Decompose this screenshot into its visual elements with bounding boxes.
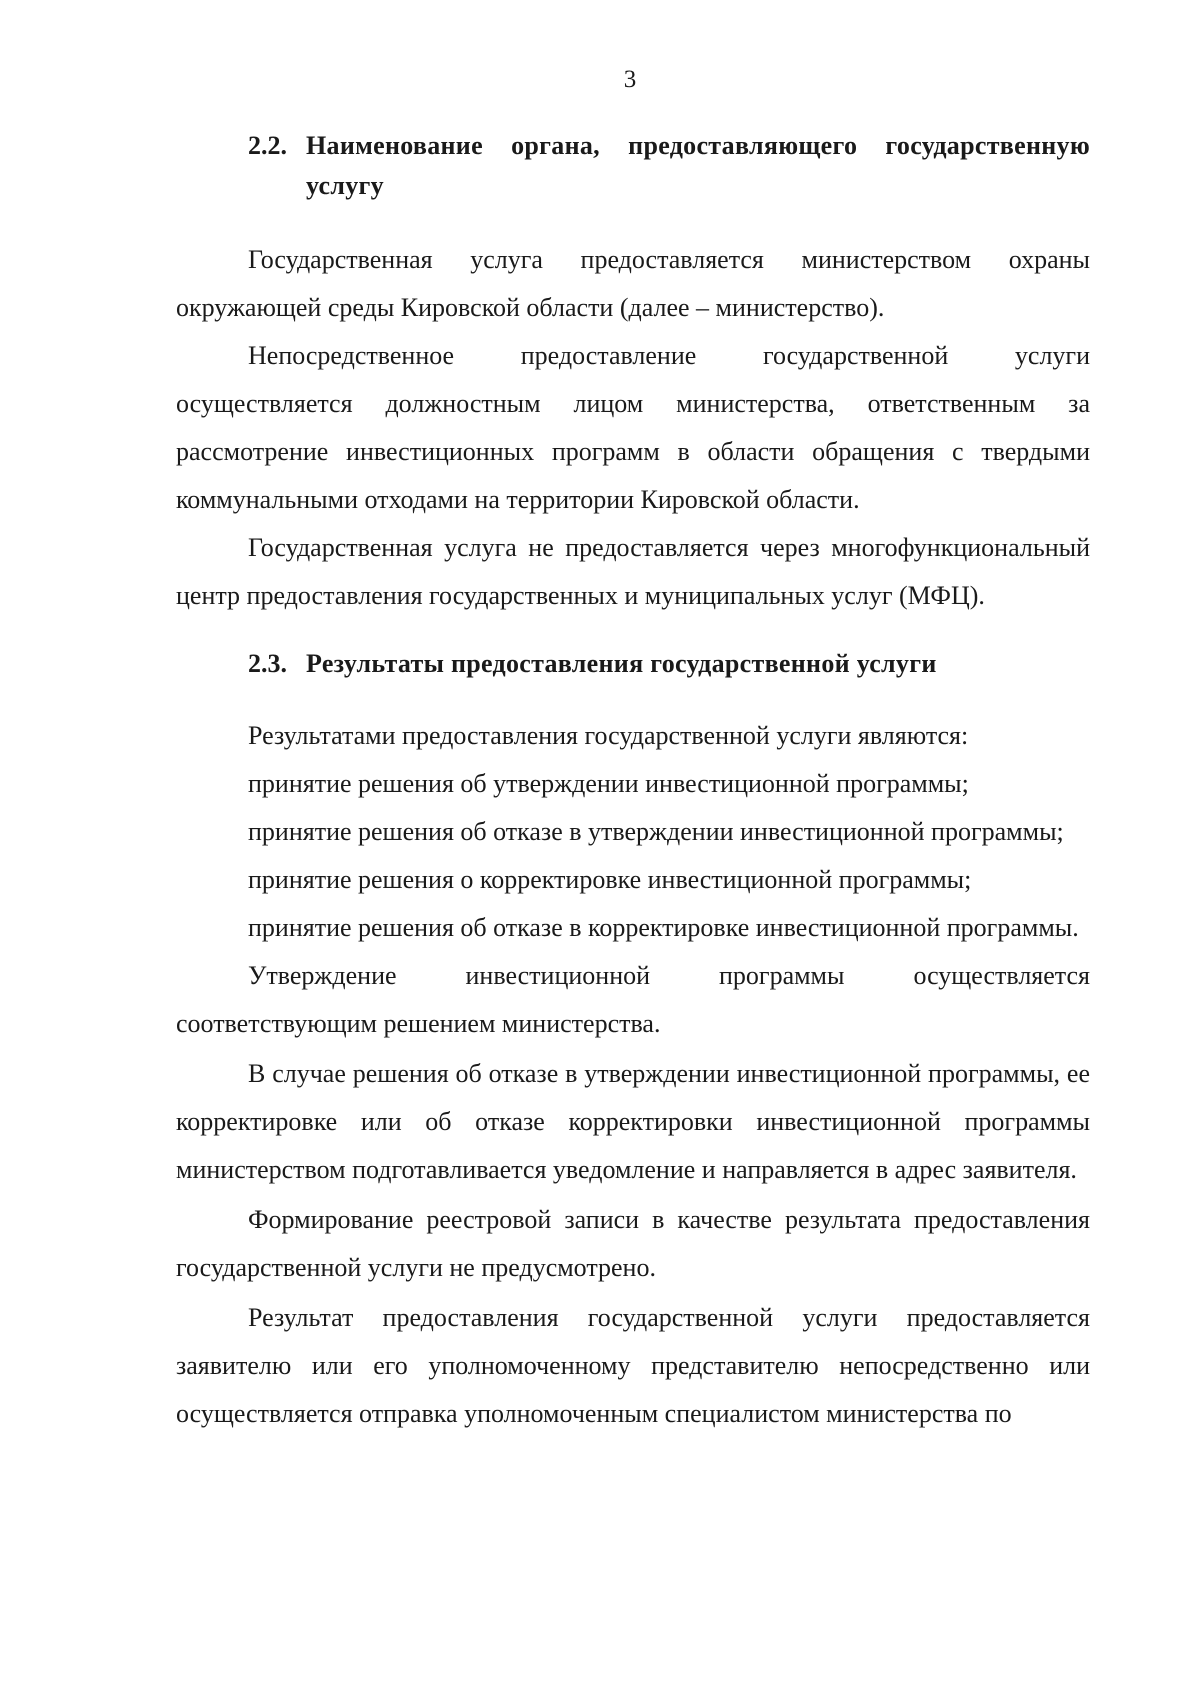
paragraph: Непосредственное предоставление государственной услуги осуществляется должностным лицом министерства, ответственным за рассмотрение инвестиционных программ в области обращения с твердыми коммунальными отходами на территории Кировской области. (176, 341, 1090, 514)
page-number: 3 (623, 66, 637, 93)
section-title: Результаты предоставления государственной услуги (306, 649, 937, 678)
paragraph: Государственная услуга предоставляется министерством охраны окружающей среды Кировской области (далее – министерство). (176, 245, 1090, 322)
list-item: принятие решения об утверждении инвестиционной программы; (248, 769, 969, 798)
section-title: Наименование органа, предоставляющего государственную услугу (306, 131, 1090, 200)
list-item: принятие решения о корректировке инвестиционной программы; (248, 865, 972, 894)
paragraph: Государственная услуга не предоставляется через многофункциональный центр предоставления государственных и муниципальных услуг (МФЦ). (176, 533, 1090, 610)
paragraph: Результат предоставления государственной услуги предоставляется заявителю или его уполномоченному представителю непосредственно или осуществляется отправка уполномоченным специалистом министерства по (176, 1303, 1090, 1428)
paragraph: Утверждение инвестиционной программы осуществляется соответствующим решением министерства. (176, 961, 1090, 1038)
list-item: принятие решения об отказе в корректировке инвестиционной программы. (248, 913, 1079, 942)
list-item: принятие решения об отказе в утверждении инвестиционной программы; (248, 817, 1064, 846)
section-number: 2.2. (248, 131, 287, 160)
document-body (176, 126, 1090, 1438)
section-number: 2.3. (248, 649, 287, 678)
paragraph: Формирование реестровой записи в качестве результата предоставления государственной услуги не предусмотрено. (176, 1205, 1090, 1282)
paragraph: В случае решения об отказе в утверждении инвестиционной программы, ее корректировке или об отказе корректировки инвестиционной программы министерством подготавливается уведомление и направляется в адрес заявителя. (176, 1059, 1090, 1184)
section-heading-2-2 (248, 126, 1090, 206)
paragraph: Результатами предоставления государственной услуги являются: (248, 721, 969, 750)
section-heading-2-3 (248, 644, 1090, 684)
